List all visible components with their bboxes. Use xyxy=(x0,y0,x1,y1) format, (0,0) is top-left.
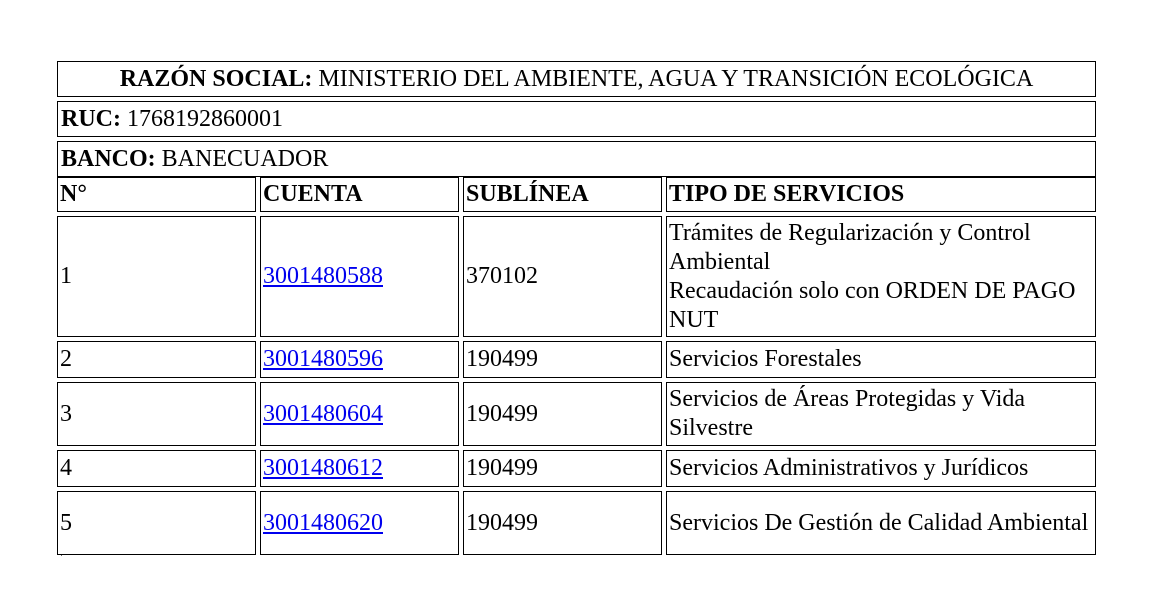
banco-label: BANCO: xyxy=(61,145,156,172)
razon-social-cell xyxy=(57,61,1096,97)
service-type-line: Recaudación solo con ORDEN DE PAGO NUT xyxy=(669,277,1076,333)
col-header-cuenta: CUENTA xyxy=(260,177,459,212)
table-row xyxy=(57,341,1096,378)
table-row xyxy=(57,491,1096,555)
col-header-number: N° xyxy=(57,177,256,212)
sublinea-cell: 190499 xyxy=(463,341,662,378)
accounts-table xyxy=(53,173,1100,559)
ruc-cell xyxy=(57,101,1096,137)
sublinea-cell: 190499 xyxy=(463,450,662,487)
sublinea-cell: 370102 xyxy=(463,216,662,337)
service-type-line: Servicios Administrativos y Jurídicos xyxy=(669,455,1029,481)
accounts-header-row xyxy=(57,177,1096,212)
sublinea-cell: 190499 xyxy=(463,491,662,555)
service-type-cell xyxy=(666,382,1096,446)
table-row xyxy=(57,216,1096,337)
account-number-link[interactable]: 3001480604 xyxy=(263,400,383,427)
account-cell xyxy=(260,382,459,446)
service-type-cell xyxy=(666,216,1096,337)
service-type-cell xyxy=(666,450,1096,487)
banco-value: BANECUADOR xyxy=(155,145,329,172)
row-number: 5 xyxy=(57,491,256,555)
service-type-line: Servicios de Áreas Protegidas y Vida Silvestre xyxy=(669,386,1026,441)
razon-social-label: RAZÓN SOCIAL: xyxy=(119,65,313,92)
ruc-label: RUC: xyxy=(61,105,121,132)
col-header-sublinea: SUBLÍNEA xyxy=(463,177,662,212)
row-number: 2 xyxy=(57,341,256,378)
banco-cell xyxy=(57,141,1096,177)
row-number: 3 xyxy=(57,382,256,446)
account-cell xyxy=(260,216,459,337)
account-cell xyxy=(260,341,459,378)
service-type-line: Servicios Forestales xyxy=(669,346,862,372)
table-row xyxy=(57,450,1096,487)
stray-dot xyxy=(61,555,62,556)
row-number: 4 xyxy=(57,450,256,487)
col-header-tipo-servicios: TIPO DE SERVICIOS xyxy=(666,177,1096,212)
ruc-value: 1768192860001 xyxy=(121,105,283,132)
service-type-line: Trámites de Regularización y Control Ambiental xyxy=(669,219,1031,275)
row-number: 1 xyxy=(57,216,256,337)
table-row xyxy=(57,382,1096,446)
razon-social-value: MINISTERIO DEL AMBIENTE, AGUA Y TRANSICIÓN ECOLÓGICA xyxy=(312,65,1034,92)
account-cell xyxy=(260,491,459,555)
account-number-link[interactable]: 3001480596 xyxy=(263,346,383,372)
service-type-line: Servicios De Gestión de Calidad Ambiental xyxy=(669,509,1089,536)
account-number-link[interactable]: 3001480620 xyxy=(263,509,383,536)
ruc-row xyxy=(57,101,1096,137)
entity-info-table xyxy=(57,57,1096,181)
account-number-link[interactable]: 3001480612 xyxy=(263,455,383,481)
account-number-link[interactable]: 3001480588 xyxy=(263,263,383,289)
sublinea-cell: 190499 xyxy=(463,382,662,446)
razon-social-row xyxy=(57,61,1096,97)
service-type-cell xyxy=(666,491,1096,555)
account-cell xyxy=(260,450,459,487)
banco-row xyxy=(57,141,1096,177)
service-type-cell xyxy=(666,341,1096,378)
